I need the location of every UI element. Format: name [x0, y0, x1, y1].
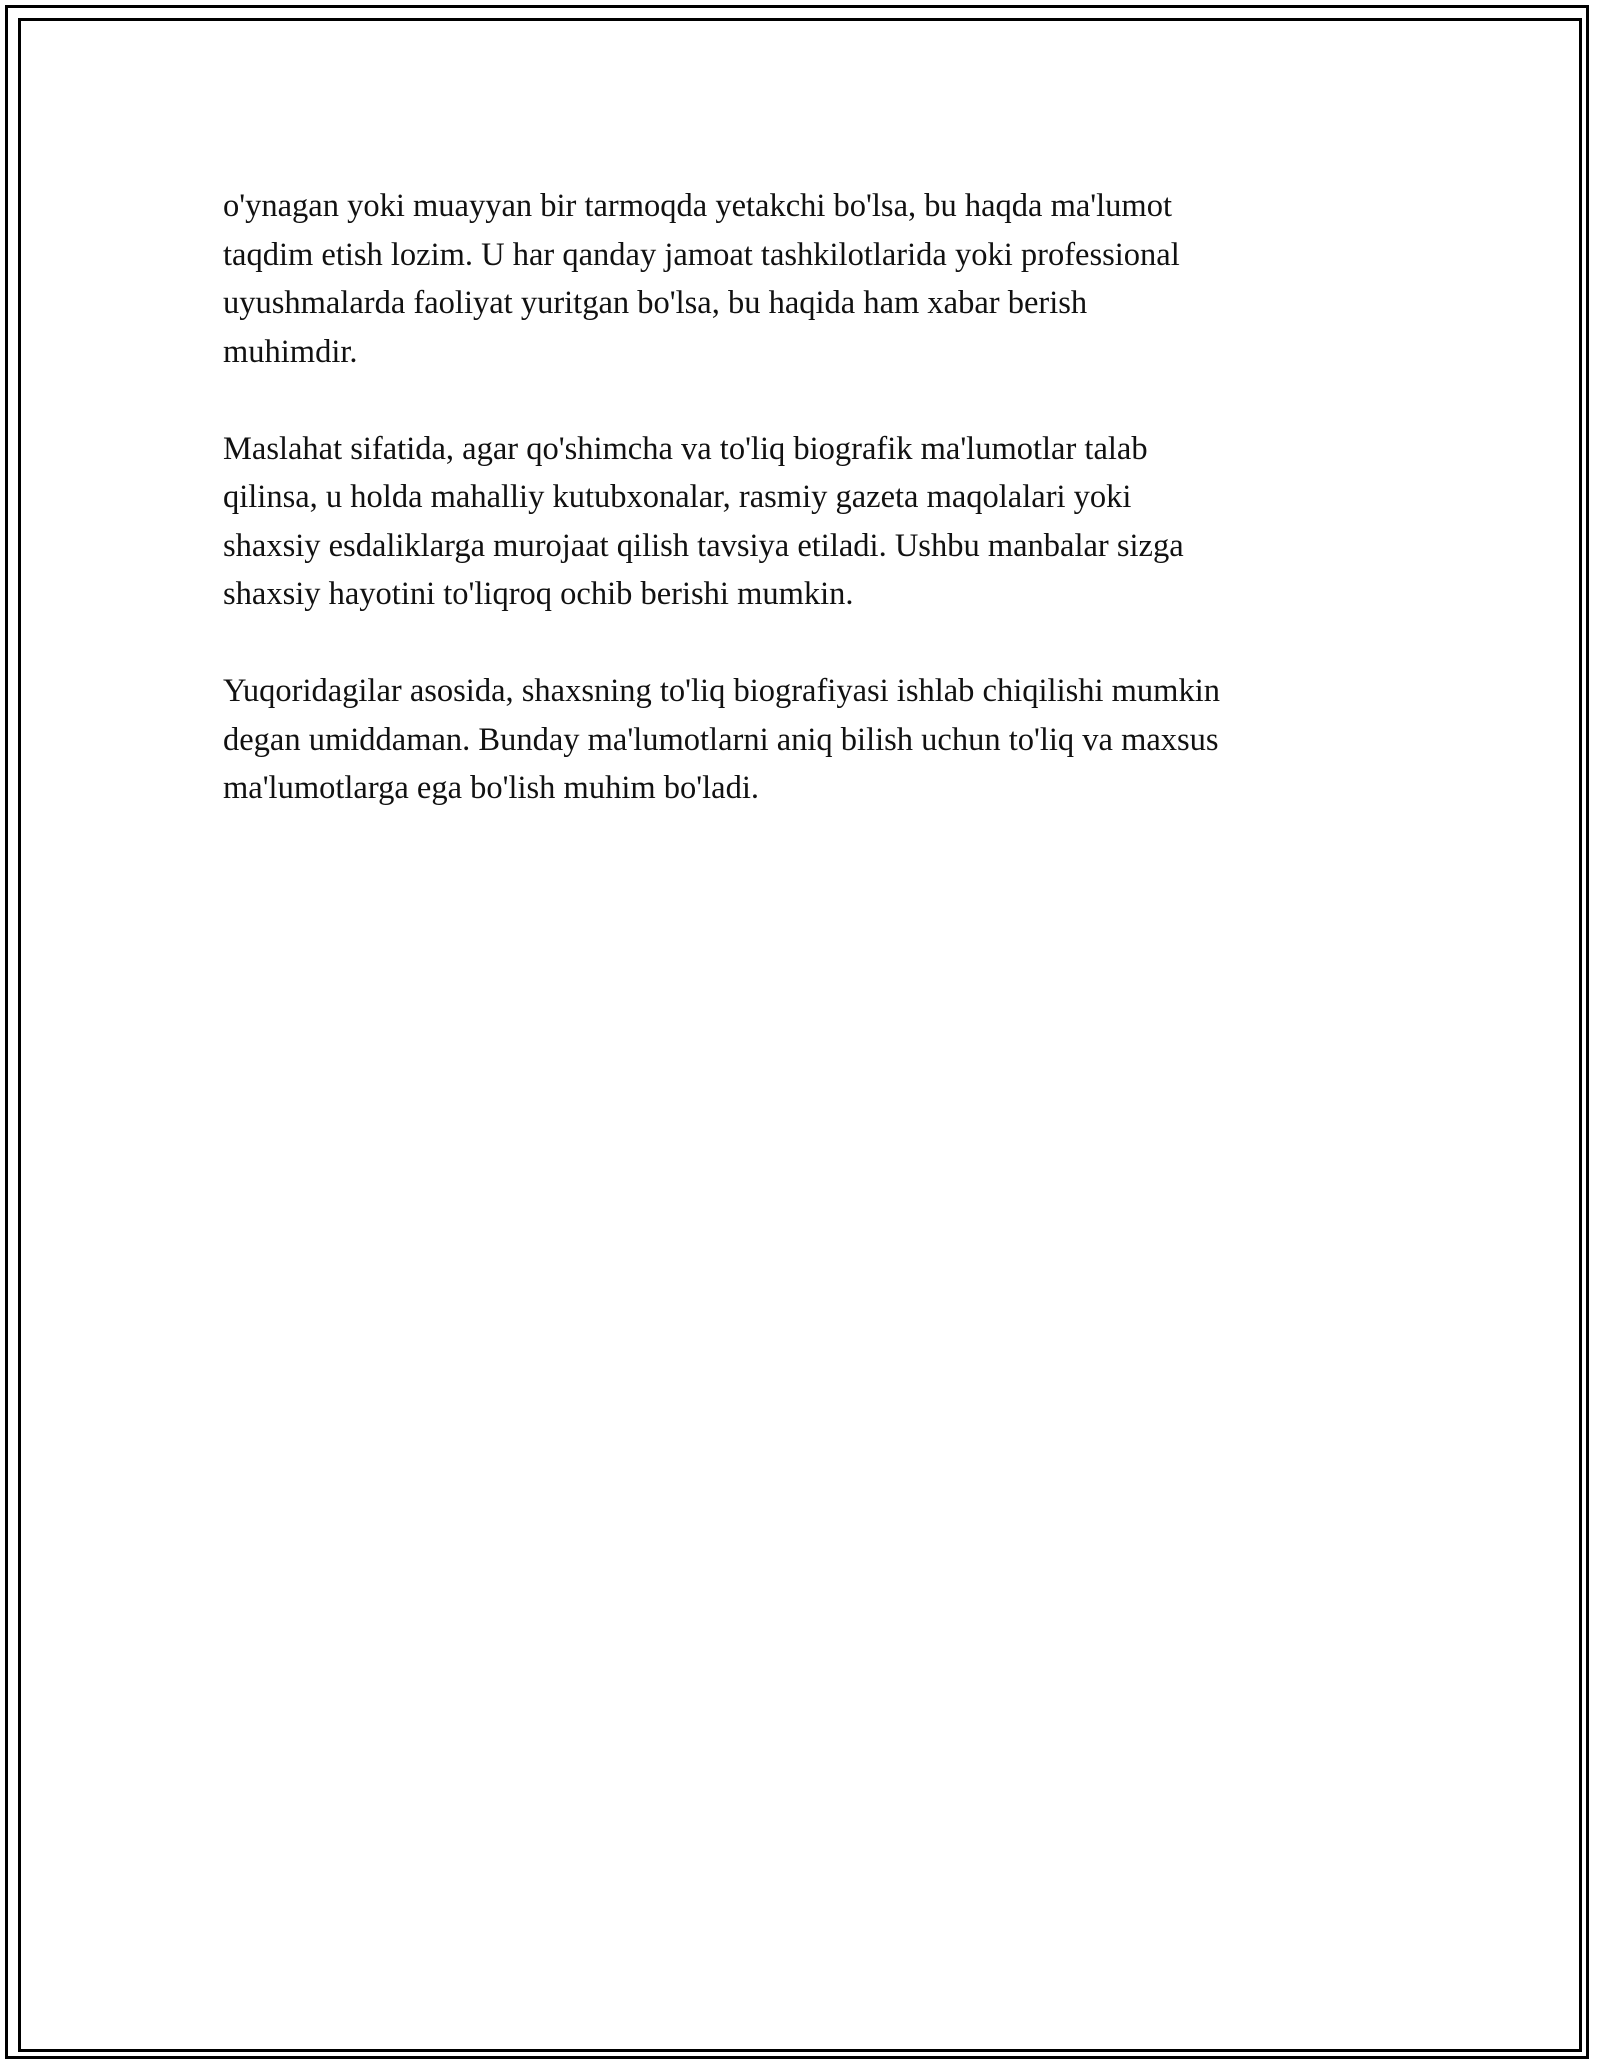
paragraph-line: muhimdir.: [223, 333, 358, 370]
paragraph-line: degan umiddaman. Bunday ma'lumotlarni aniq bilish uchun to'liq va maxsus: [223, 721, 1219, 758]
paragraph-line: uyushmalarda faoliyat yuritgan bo'lsa, bu haqida ham xabar berish: [223, 285, 1088, 321]
paragraph-line: o'ynagan yoki muayyan bir tarmoqda yetakchi bo'lsa, bu haqda ma'lumot: [223, 188, 1172, 224]
paragraph-line: qilinsa, u holda mahalliy kutubxonalar, rasmiy gazeta maqolalari yoki: [223, 479, 1132, 515]
paragraph-line: taqdim etish lozim. U har qanday jamoat tashkilotlarida yoki professional: [223, 236, 1180, 273]
paragraph-line: ma'lumotlarga ega bo'lish muhim bo'ladi.: [223, 770, 759, 806]
document-body: [223, 182, 1403, 861]
paragraph-line: shaxsiy hayotini to'liqroq ochib berishi mumkin.: [223, 576, 854, 612]
paragraph-line: shaxsiy esdaliklarga murojaat qilish tavsiya etiladi. Ushbu manbalar sizga: [223, 527, 1184, 564]
paragraph-1: [223, 182, 1403, 376]
paragraph-3: [223, 667, 1403, 813]
paragraph-line: Yuqoridagilar asosida, shaxsning to'liq biografiyasi ishlab chiqilishi mumkin: [223, 673, 1220, 709]
paragraph-2: [223, 425, 1403, 619]
paragraph-line: Maslahat sifatida, agar qo'shimcha va to'liq biografik ma'lumotlar talab: [223, 430, 1148, 467]
